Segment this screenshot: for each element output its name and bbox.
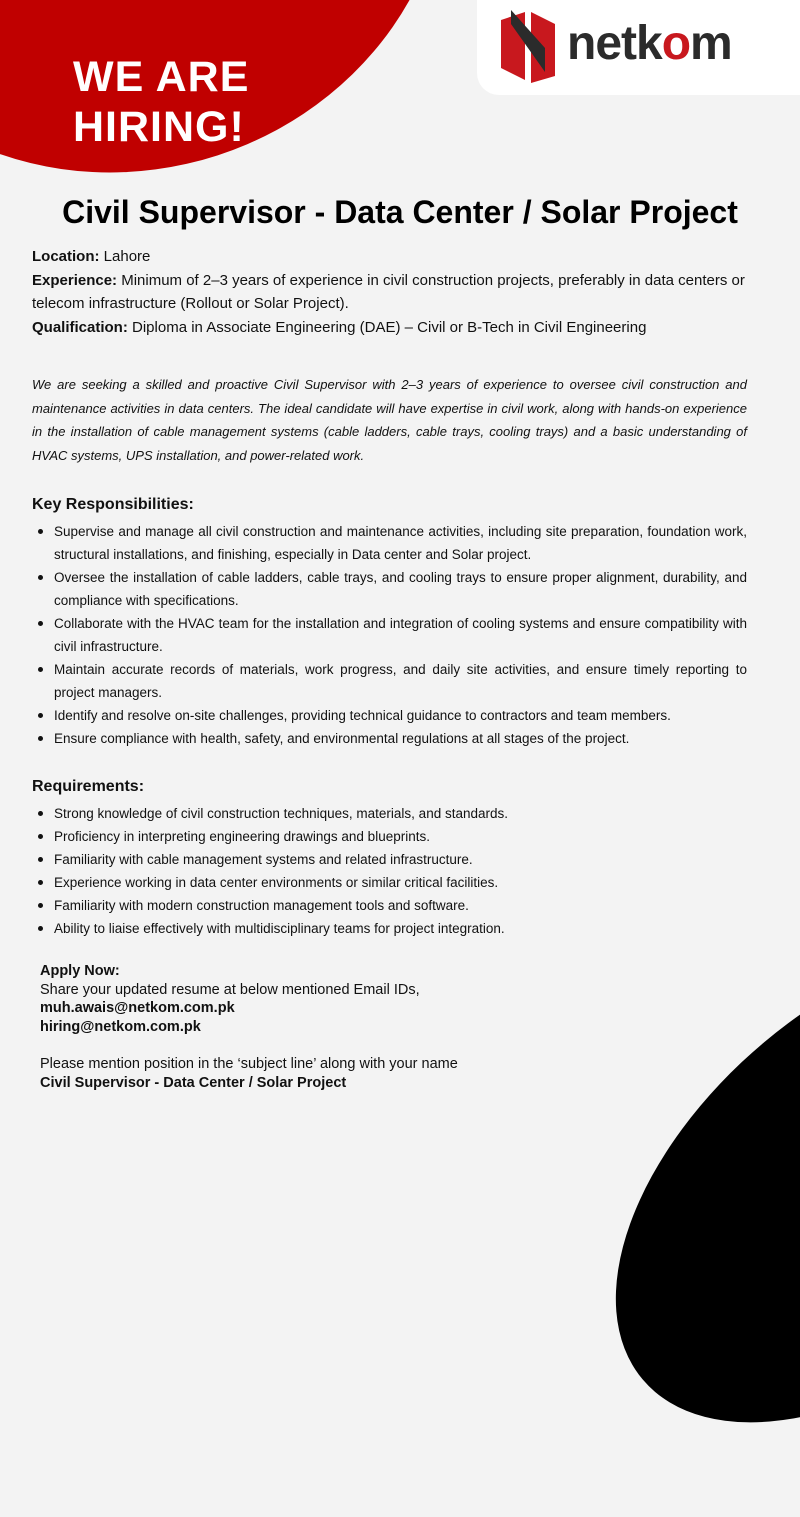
list-item: Oversee the installation of cable ladders, cable trays, and cooling trays to ensure proper alignment, durability, and compliance with specifications. [32, 566, 747, 612]
experience-line [32, 269, 752, 316]
logo-wordmark [567, 14, 732, 74]
list-item: Proficiency in interpreting engineering drawings and blueprints. [32, 825, 747, 848]
logo-text-o: o [661, 17, 691, 70]
qualification-value: Diploma in Associate Engineering (DAE) – Civil or B-Tech in Civil Engineering [127, 318, 647, 336]
hiring-banner-line1: WE ARE [73, 53, 250, 101]
list-item: Maintain accurate records of materials, work progress, and daily site activities, and ensure timely reporting to project managers. [32, 658, 747, 704]
location-value: Lahore [99, 248, 151, 265]
job-intro: We are seeking a skilled and proactive Civil Supervisor with 2–3 years of experience to oversee civil construction and maintenance activities in data centers. The ideal candidate will have expertise in civil work, along with hands-on experience in the installation of cable management systems (cable ladders, cable trays, cooling trays) and a basic understanding of HVAC systems, UPS installation, and power-related work. [32, 377, 747, 463]
logo-text-part1: netk [567, 17, 662, 70]
hiring-banner-line2: HIRING! [73, 103, 245, 151]
responsibilities-list [32, 520, 747, 750]
list-item: Supervise and manage all civil construction and maintenance activities, including site preparation, foundation work, structural installations, and finishing, especially in Data center and Solar project. [32, 520, 747, 566]
list-item: Familiarity with modern construction management tools and software. [32, 894, 747, 917]
apply-section [40, 962, 560, 1092]
qualification-label: Qualification: [32, 318, 128, 336]
company-logo [477, 0, 800, 95]
black-corner-shape [527, 843, 800, 1517]
subject-note: Please mention position in the ‘subject line’ along with your name [40, 1056, 458, 1072]
experience-value: Minimum of 2–3 years of experience in civil construction projects, preferably in data centers or telecom infrastructure (Rollout or Solar Project). [32, 271, 745, 312]
list-item: Collaborate with the HVAC team for the installation and integration of cooling systems and ensure compatibility with civil infrastructure. [32, 612, 747, 658]
logo-text-part2: m [690, 17, 732, 70]
responsibilities-heading: Key Responsibilities: [32, 496, 194, 513]
list-item: Familiarity with cable management systems and related infrastructure. [32, 848, 747, 871]
email-link-1[interactable]: muh.awais@netkom.com.pk [40, 1000, 235, 1016]
list-item: Ability to liaise effectively with multidisciplinary teams for project integration. [32, 917, 747, 940]
apply-instruction: Share your updated resume at below mentioned Email IDs, [40, 981, 420, 998]
subject-position: Civil Supervisor - Data Center / Solar Project [40, 1074, 347, 1091]
requirements-list [32, 802, 747, 940]
list-item: Strong knowledge of civil construction techniques, materials, and standards. [32, 802, 747, 825]
email-link-2[interactable]: hiring@netkom.com.pk [40, 1018, 201, 1035]
netkom-logo-icon [493, 10, 563, 85]
requirements-heading: Requirements: [32, 778, 145, 795]
list-item: Ensure compliance with health, safety, and environmental regulations at all stages of the project. [32, 727, 747, 750]
list-item: Identify and resolve on-site challenges, providing technical guidance to contractors and team members. [32, 704, 747, 727]
apply-heading: Apply Now: [40, 963, 120, 979]
location-line [32, 245, 752, 269]
job-title: Civil Supervisor - Data Center / Solar Project [62, 194, 738, 230]
qualification-line [32, 316, 752, 340]
experience-label: Experience: [32, 271, 118, 289]
hiring-banner [73, 52, 249, 152]
location-label: Location: [32, 248, 100, 265]
list-item: Experience working in data center environments or similar critical facilities. [32, 871, 747, 894]
job-details [32, 245, 752, 339]
